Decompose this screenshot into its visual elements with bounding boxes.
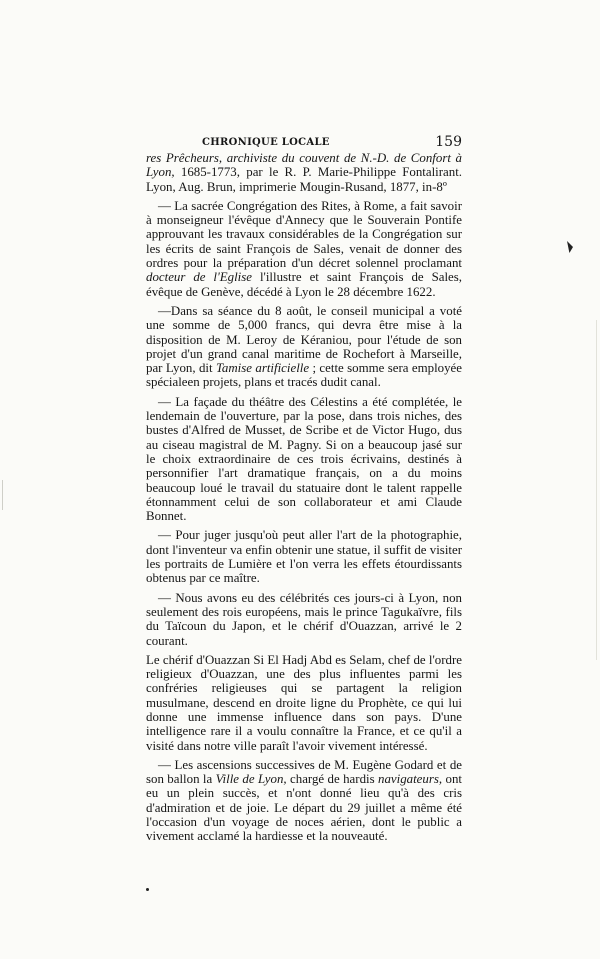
paragraph-text: l'illustre et saint François de Sales, évêque de Genève, décédé à Lyon le 28 décembre 1622. xyxy=(146,270,462,299)
paragraph-text: — Les ascensions successives de M. Eugène Godard et de son ballon la xyxy=(146,757,462,787)
scan-edge-line xyxy=(596,320,597,660)
paragraph-text: chargé de hardis xyxy=(286,772,379,787)
book-title: res Prêcheurs, archiviste du couvent de N.-D. de Confort à Lyon, xyxy=(146,151,462,180)
paragraph-municipal-council xyxy=(146,304,462,390)
paragraph-cherif: Le chérif d'Ouazzan Si El Hadj Abd es Selam, chef de l'ordre religieux d'Ouazzan, une des plus influentes parmi les confréries religieuses qui se partagent la religion musulmane, descend en droite ligne du Prophète, ce qui lui donne une immense influence dans son pays. D'une intelligence rare il a voulu connaître la France, et ce qu'il a visité dans notre ville paraît l'avoir vivement intéressé. xyxy=(146,652,462,753)
paragraph-book-reference xyxy=(146,151,462,194)
page-header xyxy=(186,134,462,150)
emphasis-text: navigateurs, xyxy=(378,772,443,787)
running-head: CHRONIQUE LOCALE xyxy=(202,137,330,148)
paragraph-text: — La sacrée Congrégation des Rites, à Rome, a fait savoir à monseigneur l'évêque d'Annecy que le Souverain Pontife approuvant les travaux considérables de la Congrégation sur les écrits de saint François de Sales, venait de donner des ordres pour la préparation d'un décret solennel proclamant xyxy=(146,198,462,271)
emphasis-text: Ville de Lyon, xyxy=(215,772,287,787)
paragraph-theatre: — La façade du théâtre des Célestins a été complétée, le lendemain de l'ouverture, par la pose, dans trois niches, des bustes d'Alfred de Musset, de Scribe et de Victor Hugo, dus au ciseau magistral de M. Pagny. Si on a beaucoup jasé sur le choix extraordinaire de ces trois écrivains, destinés à personnifier l'art dramatique français, on a du moins beaucoup loué le travail du statuaire dont le talent rappelle étonnamment celui de son collaborateur et ami Claude Bonnet. xyxy=(146,394,462,524)
paragraph-celebrities: — Nous avons eu des célébrités ces jours-ci à Lyon, non seulement des rois européens, mais le prince Tagukaïvre, fils du Taïcoun du Japon, et le chérif d'Ouazzan, arrivé le 2 courant. xyxy=(146,590,462,648)
paragraph-balloon xyxy=(146,758,462,844)
paragraph-text: ; cette somme sera employée spécialeen projets, plans et tracés dudit canal. xyxy=(146,361,462,390)
body-text xyxy=(146,151,462,849)
paragraph-congregation xyxy=(146,199,462,299)
scan-edge-line xyxy=(2,480,3,510)
emphasis-text: docteur de l'Eglise xyxy=(146,270,252,285)
paragraph-text: —Dans sa séance du 8 août, le conseil municipal a voté une somme de 5,000 francs, qui devra être mise à la disposition de M. Leroy de Kéraniou, pour l'étude de son projet d'un grand canal maritime de Rochefort à Marseille, par Lyon, dit xyxy=(146,303,462,376)
paragraph-text: ont eu un plein succès, et n'ont donné lieu qu'à des cris d'admiration et de joie. Le départ du 29 juillet a même été l'occasion d'un voyage de noces aérien, dont le public a vivement acclamé la hardiesse et la nouveauté. xyxy=(146,772,462,844)
ink-dot xyxy=(146,888,149,891)
emphasis-text: Tamise artificielle xyxy=(215,361,310,376)
paragraph-photography: — Pour juger jusqu'où peut aller l'art de la photographie, dont l'inventeur va enfin obtenir une statue, il suffit de visiter les portraits de Lumière et l'on verra les effets étourdissants obtenus par ce maître. xyxy=(146,528,462,586)
book-details: 1685-1773, par le R. P. Marie-Philippe Fontalirant. Lyon, Aug. Brun, imprimerie Mougin-Rusand, 1877, in-8º xyxy=(146,165,462,194)
margin-mark xyxy=(567,241,573,253)
page-number: 159 xyxy=(435,134,462,150)
